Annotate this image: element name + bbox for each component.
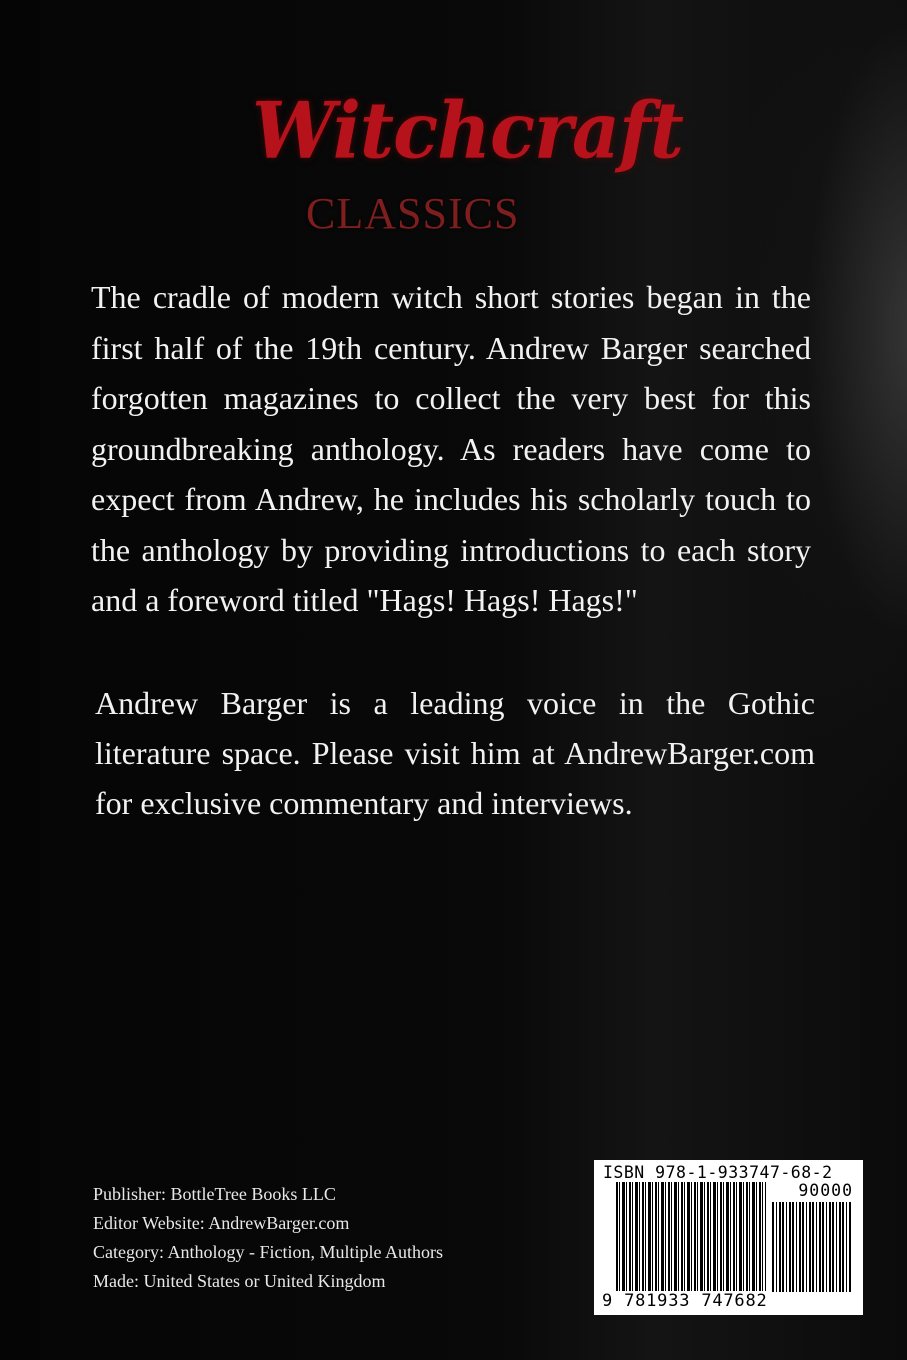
series-logo	[240, 85, 683, 248]
book-description: The cradle of modern witch short stories began in the first half of the 19th century. Andrew Barger searched forgotten magazines to collect the very best for this groundbreaking anthology. As readers have come to expect from Andrew, he includes his scholarly touch to the anthology by providing introductions to each story and a foreword titled "Hags! Hags! Hags!"	[91, 279, 811, 618]
price-addon-label: 90000	[798, 1181, 853, 1200]
publisher-line: Publisher: BottleTree Books LLC	[93, 1184, 336, 1204]
logo-subtitle: CLASSICS	[306, 189, 520, 238]
barcode-digits: 9 781933 747682	[602, 1291, 768, 1311]
publication-details	[93, 1180, 443, 1296]
author-bio: Andrew Barger is a leading voice in the Gothic literature space. Please visit him at AndrewBarger.com for exclusive commentary and interviews.	[95, 685, 815, 821]
category-line: Category: Anthology - Fiction, Multiple Authors	[93, 1242, 443, 1262]
made-in-line: Made: United States or United Kingdom	[93, 1271, 386, 1291]
barcode-bars-icon	[616, 1182, 766, 1292]
addon-bars-icon	[772, 1202, 852, 1292]
isbn-barcode	[594, 1160, 863, 1315]
editor-website-line: Editor Website: AndrewBarger.com	[93, 1213, 350, 1233]
isbn-label: ISBN 978-1-933747-68-2	[603, 1163, 833, 1182]
logo-title: Witchcraft	[252, 85, 683, 177]
